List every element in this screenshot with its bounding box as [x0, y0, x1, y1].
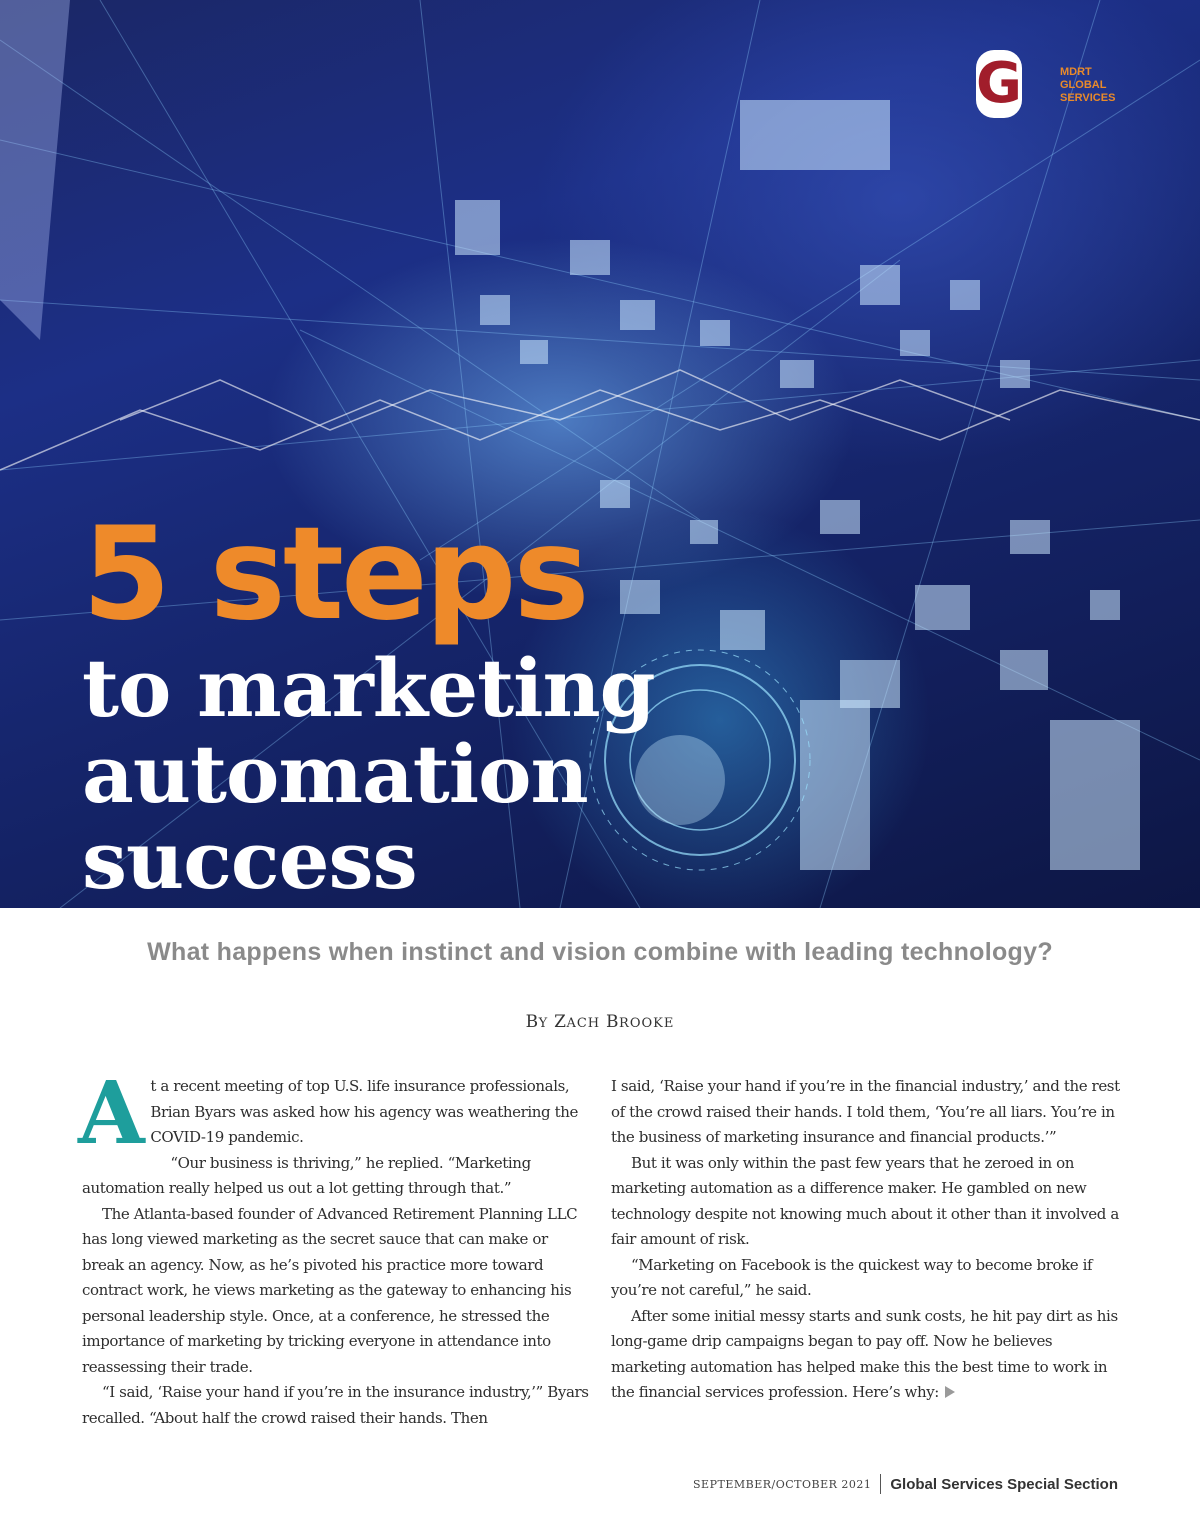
body-paragraph: “I said, ‘Raise your hand if you’re in the insurance industry,’” Byars recalled. “About half the crowd raised their hands. Then: [82, 1383, 589, 1427]
body-paragraph-text: After some initial messy starts and sunk costs, he hit pay dirt as his long-game drip campaigns began to pay off. Now he believes marketing automation has helped make this the best time to work in the financial services profession. Here’s why:: [611, 1306, 1118, 1401]
logo-text-line1: MDRT: [1060, 66, 1092, 78]
body-paragraph: “Our business is thriving,” he replied. “Marketing automation really helped us out a lot getting through that.”: [82, 1153, 531, 1197]
byline-last-rest: ROOKE: [619, 1016, 675, 1031]
body-paragraph: t a recent meeting of top U.S. life insurance professionals, Brian Byars was asked how his agency was weathering the COVID-19 pandemic.: [150, 1077, 578, 1146]
issue-date: SEPTEMBER/OCTOBER 2021: [693, 1477, 872, 1491]
article-title: [82, 500, 655, 907]
body-paragraph: The Atlanta-based founder of Advanced Retirement Planning LLC has long viewed marketing as the secret sauce that can make or break an agency. Now, as he’s pivoted his practice more toward contract work, he views marketing as the gateway to enhancing his personal leadership style. Once, at a conference, he stressed the importance of marketing by tricking everyone in attendance into reassessing their trade.: [82, 1204, 578, 1376]
mdrt-global-services-logo: [976, 50, 1126, 120]
byline-first-rest: ACH: [566, 1016, 601, 1031]
title-number-line: 5 steps: [82, 500, 587, 649]
body-column-left: [78, 1063, 592, 1431]
page-footer: [693, 1474, 1118, 1494]
section-name: Global Services Special Section: [890, 1475, 1118, 1493]
title-line-3: success: [82, 813, 417, 907]
title-line-2: automation: [82, 727, 588, 821]
title-line-1: to marketing: [82, 641, 655, 735]
article-deck: What happens when instinct and vision combine with leading technology?: [147, 938, 1053, 966]
logo-text: [1060, 66, 1115, 105]
article-byline: [0, 1012, 1200, 1032]
body-paragraph-last: [611, 1304, 1121, 1406]
logo-text-line2: GLOBAL: [1060, 79, 1107, 91]
body-column-right: [611, 1074, 1121, 1406]
byline-by-rest: Y: [538, 1016, 549, 1031]
byline-last-initial: B: [606, 1012, 620, 1032]
footer-divider: [880, 1474, 881, 1494]
logo-text-line3: SERVICES: [1060, 92, 1116, 104]
drop-cap: A: [78, 1063, 145, 1164]
body-paragraph: I said, ‘Raise your hand if you’re in the financial industry,’ and the rest of the crowd raised their hands. I told them, ‘You’re all liars. You’re in the business of marketing insurance and financial products.’”: [611, 1077, 1120, 1146]
byline-first-initial: Z: [554, 1012, 567, 1032]
logo-g-letter: G: [976, 51, 1022, 116]
byline-by-initial: B: [525, 1012, 539, 1032]
body-paragraph: But it was only within the past few years that he zeroed in on marketing automation as a difference maker. He gambled on new technology despite not knowing much about it other than it involved a fair amount of risk.: [611, 1153, 1119, 1248]
body-paragraph: “Marketing on Facebook is the quickest way to become broke if you’re not careful,” he said.: [611, 1255, 1093, 1299]
triangle-right-icon: [945, 1386, 955, 1398]
